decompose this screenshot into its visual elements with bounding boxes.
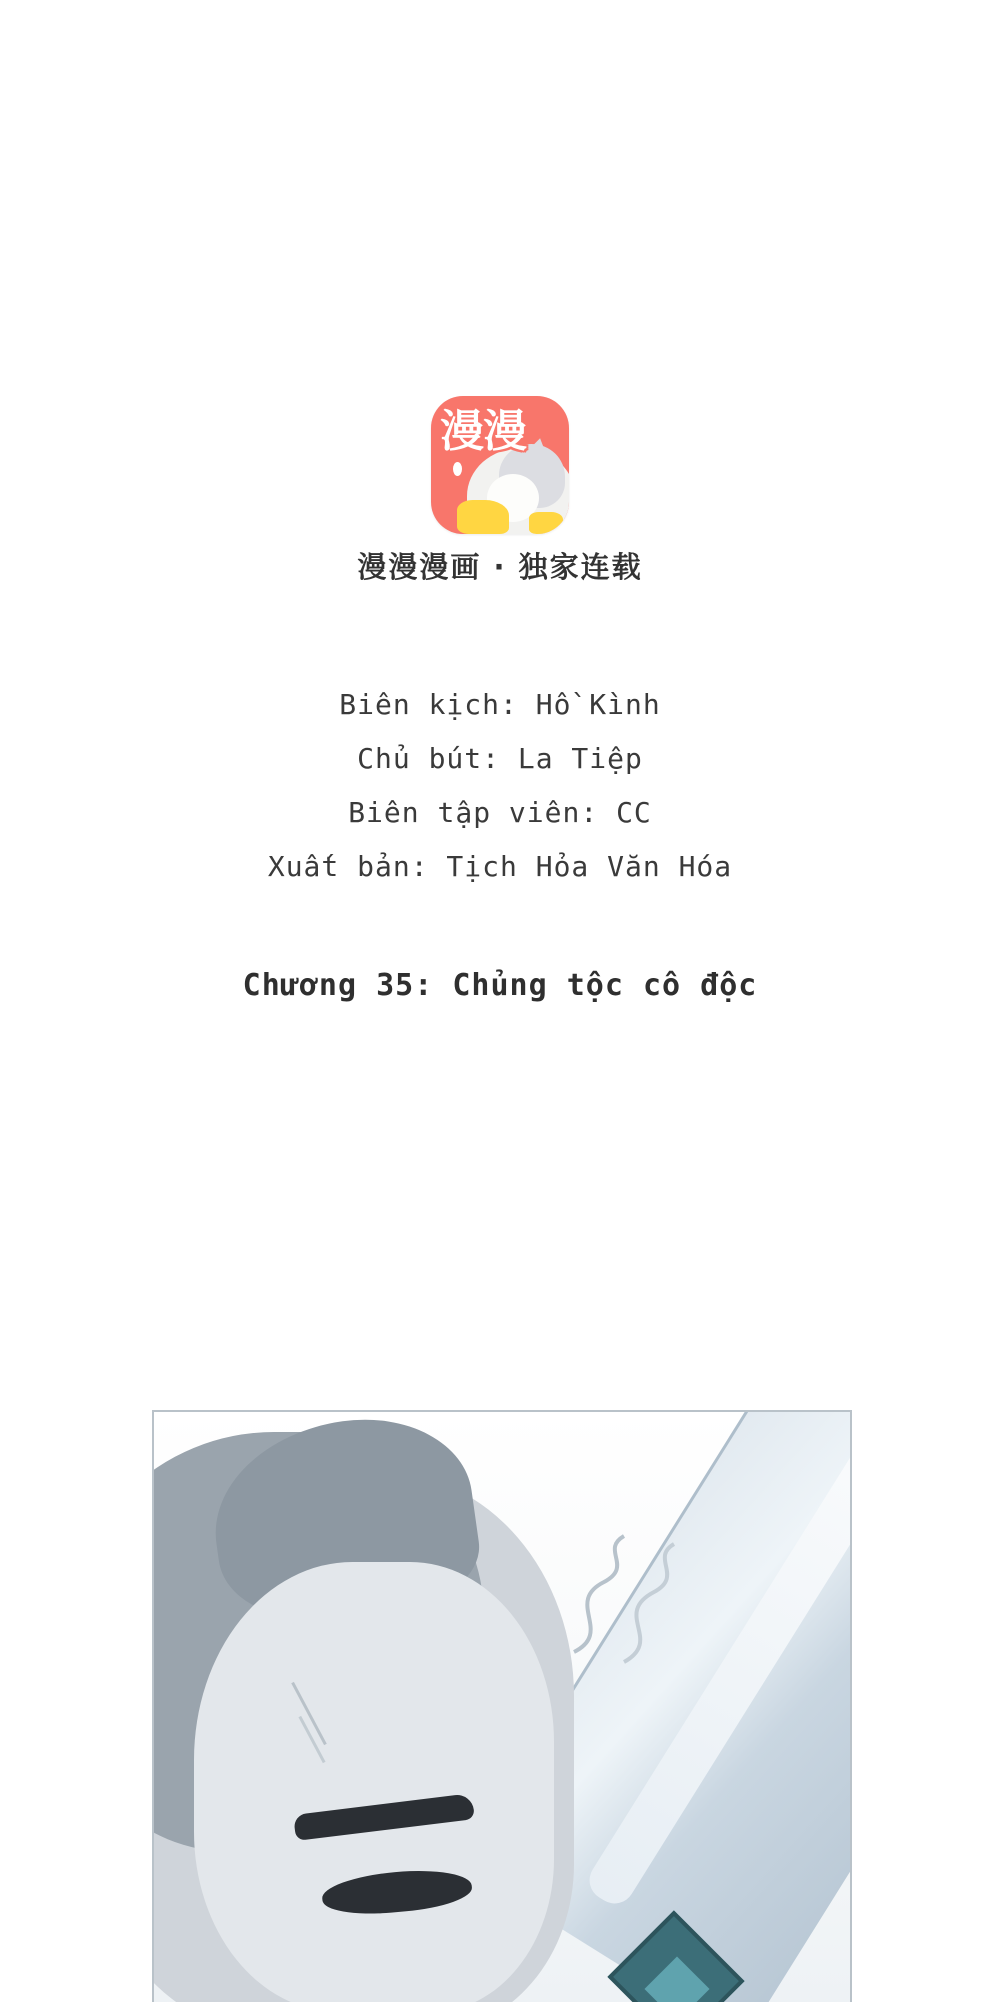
credit-line-editor-in-chief: Chủ bút: La Tiệp [357,742,643,775]
manman-comics-logo [431,396,569,534]
logo-dot-accent [453,462,462,476]
chapter-title: Chương 35: Chủng tộc cô độc [242,968,758,1003]
credit-line-publisher: Xuất bản: Tịch Hỏa Văn Hóa [267,850,733,883]
logo-text: 漫漫 [440,406,526,457]
logo-container [0,396,1000,534]
comic-panel-first [152,1410,852,2002]
credit-line-writer: Biên kịch: Hồ Kình [339,688,661,721]
credits-block [0,678,1000,894]
character-yellow-shape-2 [529,512,563,534]
credit-line-editor: Biên tập viên: CC [348,796,652,829]
smoke-lines-icon [554,1532,734,1672]
character-yellow-shape [457,500,509,534]
character-face [194,1562,554,2002]
brand-line: 漫漫漫画 · 独家连载 [357,550,643,584]
